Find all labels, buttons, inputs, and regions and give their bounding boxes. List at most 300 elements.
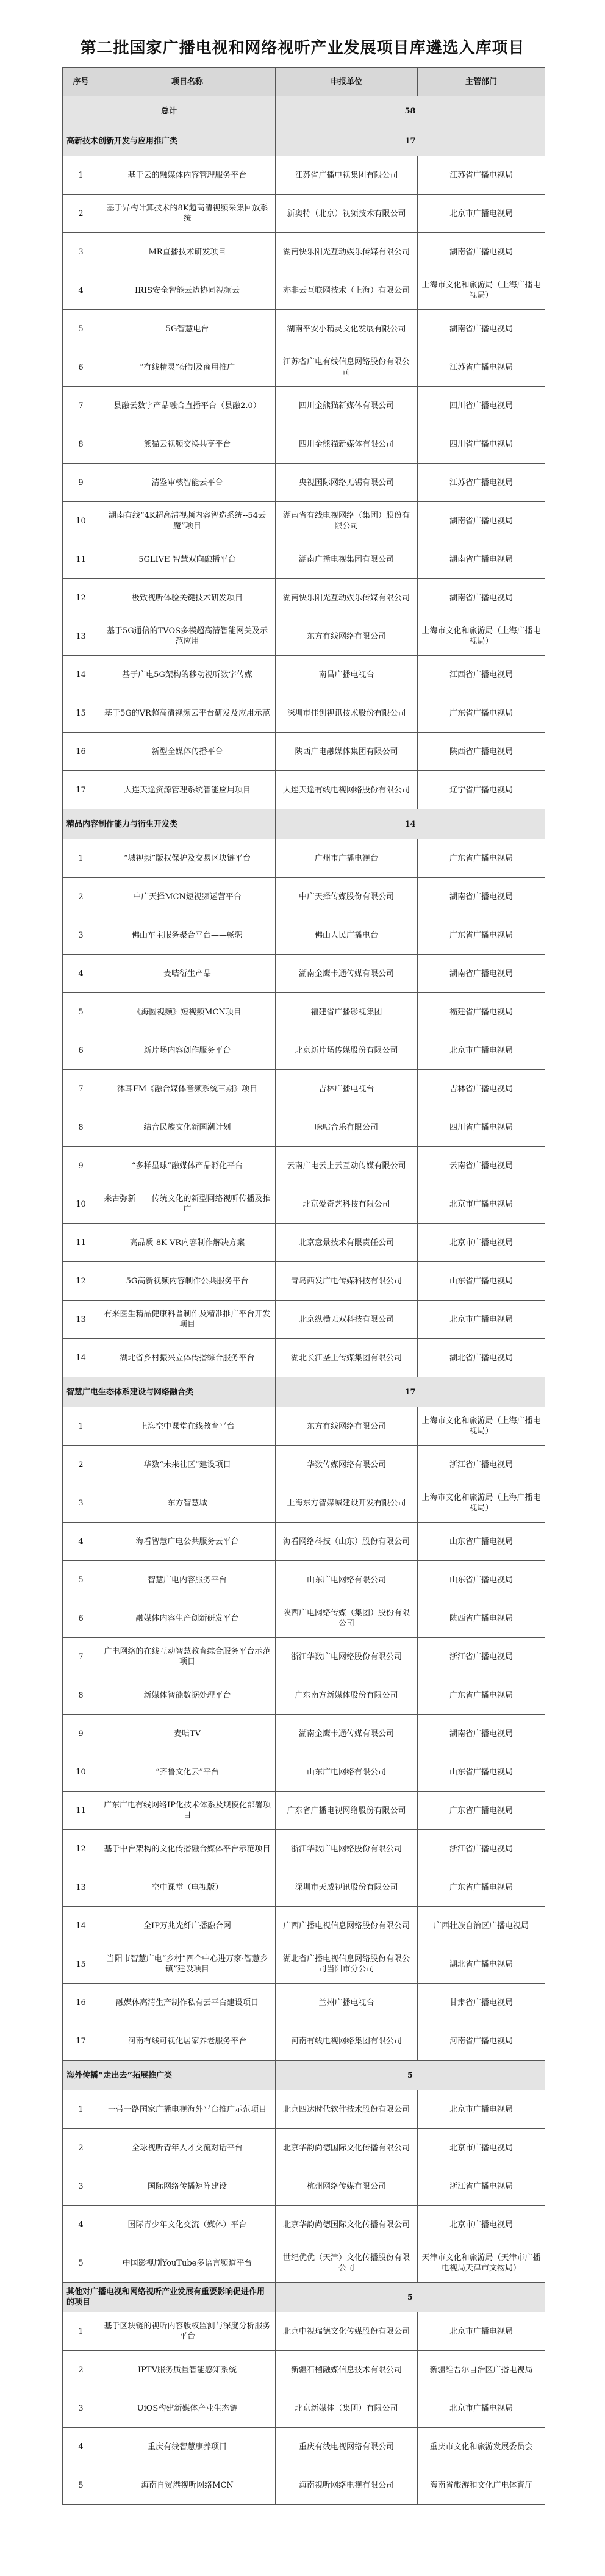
cell-seq: 1 bbox=[63, 156, 99, 195]
cell-applicant: 湖南平安小精灵文化发展有限公司 bbox=[276, 310, 418, 348]
category-row bbox=[63, 1377, 545, 1407]
total-label: 总计 bbox=[63, 96, 276, 126]
cell-applicant: 北京中视瑞德文化传媒股份有限公司 bbox=[276, 2312, 418, 2351]
cell-department: 湖南省广播电视局 bbox=[418, 955, 545, 993]
cell-seq: 3 bbox=[63, 916, 99, 955]
cell-applicant: 兰州广播电视台 bbox=[276, 1984, 418, 2022]
cell-department: 广西壮族自治区广播电视局 bbox=[418, 1907, 545, 1945]
cell-project-name: 沐耳FM《融合媒体音频系统三期》项目 bbox=[99, 1070, 276, 1108]
cell-seq: 1 bbox=[63, 1407, 99, 1446]
cell-seq: 12 bbox=[63, 1830, 99, 1868]
cell-project-name: 5GLIVE 智慧双向融播平台 bbox=[99, 540, 276, 579]
cell-department: 北京市广播电视局 bbox=[418, 2312, 545, 2351]
cell-seq: 5 bbox=[63, 1561, 99, 1599]
cell-project-name: 高品质 8K VR内容制作解决方案 bbox=[99, 1224, 276, 1262]
cell-seq: 12 bbox=[63, 579, 99, 617]
table-row bbox=[63, 464, 545, 502]
table-row bbox=[63, 1108, 545, 1147]
cell-applicant: 东方有线网络有限公司 bbox=[276, 617, 418, 656]
cell-department: 山东省广播电视局 bbox=[418, 1753, 545, 1792]
cell-seq: 13 bbox=[63, 1868, 99, 1907]
cell-applicant: 浙江华数广电网络股份有限公司 bbox=[276, 1830, 418, 1868]
table-row bbox=[63, 2312, 545, 2351]
cell-applicant: 江苏省广播电视集团有限公司 bbox=[276, 156, 418, 195]
table-row bbox=[63, 1830, 545, 1868]
cell-seq: 13 bbox=[63, 617, 99, 656]
table-row bbox=[63, 1446, 545, 1484]
cell-department: 广东省广播电视局 bbox=[418, 694, 545, 733]
cell-applicant: 北京新片场传媒股份有限公司 bbox=[276, 1031, 418, 1070]
category-count: 17 bbox=[276, 1377, 545, 1407]
cell-department: 辽宁省广播电视局 bbox=[418, 771, 545, 809]
cell-project-name: 广电网络的在线互动智慧教育综合服务平台示范项目 bbox=[99, 1638, 276, 1676]
table-row bbox=[63, 1676, 545, 1715]
table-row bbox=[63, 2022, 545, 2061]
table-row bbox=[63, 1599, 545, 1638]
cell-project-name: 中国影视剧YouTube多语言频道平台 bbox=[99, 2244, 276, 2283]
cell-applicant: 北京华韵尚德国际文化传播有限公司 bbox=[276, 2129, 418, 2167]
cell-seq: 2 bbox=[63, 2351, 99, 2389]
cell-seq: 4 bbox=[63, 271, 99, 310]
category-count: 14 bbox=[276, 809, 545, 839]
cell-department: 北京市广播电视局 bbox=[418, 2389, 545, 2428]
cell-applicant: 佛山人民广播电台 bbox=[276, 916, 418, 955]
cell-department: 湖北省广播电视局 bbox=[418, 1945, 545, 1984]
cell-project-name: 基于5G的VR超高清视频云平台研发及应用示范 bbox=[99, 694, 276, 733]
cell-seq: 10 bbox=[63, 1753, 99, 1792]
table-row bbox=[63, 579, 545, 617]
cell-applicant: 山东广电网络有限公司 bbox=[276, 1753, 418, 1792]
category-name: 智慧广电生态体系建设与网络融合类 bbox=[63, 1377, 276, 1407]
cell-project-name: 县融云数字产品融合直播平台（县融2.0） bbox=[99, 387, 276, 425]
cell-seq: 12 bbox=[63, 1262, 99, 1301]
cell-applicant: 江苏省广电有线信息网络股份有限公司 bbox=[276, 348, 418, 387]
cell-department: 湖南省广播电视局 bbox=[418, 233, 545, 271]
cell-applicant: 湖南广播电视集团有限公司 bbox=[276, 540, 418, 579]
table-row bbox=[63, 1262, 545, 1301]
cell-project-name: 融媒体高清生产制作私有云平台建设项目 bbox=[99, 1984, 276, 2022]
cell-project-name: IRIS安全智能云边协同视频云 bbox=[99, 271, 276, 310]
cell-seq: 5 bbox=[63, 310, 99, 348]
cell-seq: 5 bbox=[63, 2466, 99, 2505]
cell-project-name: 基于云的融媒体内容管理服务平台 bbox=[99, 156, 276, 195]
cell-applicant: 深圳市天威视讯股份有限公司 bbox=[276, 1868, 418, 1907]
cell-seq: 11 bbox=[63, 1792, 99, 1830]
table-row bbox=[63, 2244, 545, 2283]
cell-project-name: 清鉴审核智能云平台 bbox=[99, 464, 276, 502]
table-row bbox=[63, 540, 545, 579]
category-name: 海外传播“走出去”拓展推广类 bbox=[63, 2061, 276, 2090]
category-count: 17 bbox=[276, 126, 545, 156]
cell-seq: 6 bbox=[63, 1599, 99, 1638]
cell-applicant: 四川金熊猫新媒体有限公司 bbox=[276, 425, 418, 464]
table-header-row bbox=[63, 68, 545, 96]
cell-seq: 6 bbox=[63, 1031, 99, 1070]
cell-applicant: 湖南快乐阳光互动娱乐传媒有限公司 bbox=[276, 233, 418, 271]
cell-department: 山东省广播电视局 bbox=[418, 1523, 545, 1561]
table-row bbox=[63, 1792, 545, 1830]
category-count: 5 bbox=[276, 2283, 545, 2312]
table-row bbox=[63, 1945, 545, 1984]
cell-seq: 16 bbox=[63, 733, 99, 771]
header-unit: 申报单位 bbox=[276, 68, 418, 96]
cell-department: 上海市文化和旅游局（上海广播电视局） bbox=[418, 1484, 545, 1523]
cell-applicant: 湖北省广播电视信息网络股份有限公司当阳市分公司 bbox=[276, 1945, 418, 1984]
cell-project-name: 河南有线可视化居家养老服务平台 bbox=[99, 2022, 276, 2061]
cell-department: 福建省广播电视局 bbox=[418, 993, 545, 1031]
table-row bbox=[63, 1031, 545, 1070]
cell-project-name: 新媒体智能数据处理平台 bbox=[99, 1676, 276, 1715]
cell-project-name: 上海空中课堂在线教育平台 bbox=[99, 1407, 276, 1446]
table-row bbox=[63, 2090, 545, 2129]
cell-seq: 5 bbox=[63, 2244, 99, 2283]
table-row bbox=[63, 233, 545, 271]
cell-seq: 4 bbox=[63, 2428, 99, 2466]
cell-seq: 3 bbox=[63, 2389, 99, 2428]
page-title: 第二批国家广播电视和网络视听产业发展项目库遴选入库项目 bbox=[80, 39, 525, 57]
cell-department: 湖南省广播电视局 bbox=[418, 502, 545, 540]
header-dept: 主管部门 bbox=[418, 68, 545, 96]
cell-applicant: 咪咕音乐有限公司 bbox=[276, 1108, 418, 1147]
cell-department: 浙江省广播电视局 bbox=[418, 2167, 545, 2206]
cell-project-name: 中广天择MCN短视频运营平台 bbox=[99, 878, 276, 916]
cell-applicant: 北京四达时代软件技术股份有限公司 bbox=[276, 2090, 418, 2129]
table-row bbox=[63, 1185, 545, 1224]
cell-applicant: 重庆有线电视网络有限公司 bbox=[276, 2428, 418, 2466]
cell-department: 广东省广播电视局 bbox=[418, 839, 545, 878]
cell-department: 浙江省广播电视局 bbox=[418, 1830, 545, 1868]
table-row bbox=[63, 1339, 545, 1377]
total-row bbox=[63, 96, 545, 126]
cell-department: 浙江省广播电视局 bbox=[418, 1638, 545, 1676]
cell-project-name: IPTV服务质量智能感知系统 bbox=[99, 2351, 276, 2389]
cell-applicant: 上海东方智媒城建设开发有限公司 bbox=[276, 1484, 418, 1523]
cell-department: 四川省广播电视局 bbox=[418, 425, 545, 464]
table-row bbox=[63, 955, 545, 993]
cell-project-name: 融媒体内容生产创新研发平台 bbox=[99, 1599, 276, 1638]
cell-applicant: 山东广电网络有限公司 bbox=[276, 1561, 418, 1599]
cell-department: 天津市文化和旅游局（天津市广播电视局天津市文物局） bbox=[418, 2244, 545, 2283]
cell-applicant: 广东省广播电视网络股份有限公司 bbox=[276, 1792, 418, 1830]
table-row bbox=[63, 1907, 545, 1945]
cell-project-name: 5G智慧电台 bbox=[99, 310, 276, 348]
cell-project-name: 国际青少年文化交流（媒体）平台 bbox=[99, 2206, 276, 2244]
cell-project-name: 新型全媒体传播平台 bbox=[99, 733, 276, 771]
cell-applicant: 四川金熊猫新媒体有限公司 bbox=[276, 387, 418, 425]
cell-department: 北京市广播电视局 bbox=[418, 1031, 545, 1070]
cell-project-name: 智慧广电内容服务平台 bbox=[99, 1561, 276, 1599]
table-row bbox=[63, 656, 545, 694]
cell-seq: 10 bbox=[63, 502, 99, 540]
cell-project-name: 湖南有线“4K超高清视频内容智造系统--54云魔”项目 bbox=[99, 502, 276, 540]
cell-seq: 1 bbox=[63, 2090, 99, 2129]
cell-department: 湖北省广播电视局 bbox=[418, 1339, 545, 1377]
category-name: 其他对广播电视和网络视听产业发展有重要影响促进作用的项目 bbox=[63, 2283, 276, 2312]
cell-project-name: 来古弥新——传统文化的新型网络视听传播及推广 bbox=[99, 1185, 276, 1224]
cell-seq: 9 bbox=[63, 464, 99, 502]
cell-department: 广东省广播电视局 bbox=[418, 916, 545, 955]
cell-seq: 17 bbox=[63, 771, 99, 809]
cell-seq: 7 bbox=[63, 387, 99, 425]
project-table bbox=[62, 67, 545, 2505]
cell-seq: 3 bbox=[63, 1484, 99, 1523]
cell-applicant: 陕西广电网络传媒（集团）股份有限公司 bbox=[276, 1599, 418, 1638]
cell-department: 北京市广播电视局 bbox=[418, 195, 545, 233]
table-row bbox=[63, 387, 545, 425]
cell-applicant: 吉林广播电视台 bbox=[276, 1070, 418, 1108]
cell-project-name: 广东广电有线网络IP化技术体系及规模化部署项目 bbox=[99, 1792, 276, 1830]
table-row bbox=[63, 878, 545, 916]
cell-seq: 4 bbox=[63, 2206, 99, 2244]
cell-seq: 10 bbox=[63, 1185, 99, 1224]
cell-applicant: 世纪优优（天津）文化传播股份有限公司 bbox=[276, 2244, 418, 2283]
table-row bbox=[63, 425, 545, 464]
cell-applicant: 湖南金鹰卡通传媒有限公司 bbox=[276, 1715, 418, 1753]
cell-applicant: 北京新媒体（集团）有限公司 bbox=[276, 2389, 418, 2428]
cell-seq: 9 bbox=[63, 1715, 99, 1753]
category-row bbox=[63, 2061, 545, 2090]
cell-project-name: 熊猫云视频交换共享平台 bbox=[99, 425, 276, 464]
cell-applicant: 福建省广播影视集团 bbox=[276, 993, 418, 1031]
table-row bbox=[63, 1868, 545, 1907]
cell-project-name: 全球视听青年人才交流对话平台 bbox=[99, 2129, 276, 2167]
cell-applicant: 广东南方新媒体股份有限公司 bbox=[276, 1676, 418, 1715]
cell-project-name: 有来医生精品健康科普制作及精准推广平台开发项目 bbox=[99, 1301, 276, 1339]
category-count: 5 bbox=[276, 2061, 545, 2090]
cell-seq: 5 bbox=[63, 993, 99, 1031]
cell-department: 江西省广播电视局 bbox=[418, 656, 545, 694]
cell-project-name: 大连天途资源管理系统智能应用项目 bbox=[99, 771, 276, 809]
cell-applicant: 南昌广播电视台 bbox=[276, 656, 418, 694]
cell-applicant: 央视国际网络无锡有限公司 bbox=[276, 464, 418, 502]
cell-applicant: 浙江华数广电网络股份有限公司 bbox=[276, 1638, 418, 1676]
cell-applicant: 杭州网络传媒有限公司 bbox=[276, 2167, 418, 2206]
cell-project-name: 结音民族文化新国潮计划 bbox=[99, 1108, 276, 1147]
cell-department: 江苏省广播电视局 bbox=[418, 348, 545, 387]
cell-seq: 17 bbox=[63, 2022, 99, 2061]
cell-seq: 1 bbox=[63, 839, 99, 878]
cell-department: 四川省广播电视局 bbox=[418, 387, 545, 425]
cell-department: 北京市广播电视局 bbox=[418, 1224, 545, 1262]
cell-project-name: 海看智慧广电公共服务云平台 bbox=[99, 1523, 276, 1561]
cell-applicant: 北京纵横无双科技有限公司 bbox=[276, 1301, 418, 1339]
cell-project-name: 重庆有线智慧康养项目 bbox=[99, 2428, 276, 2466]
cell-applicant: 华数传媒网络有限公司 bbox=[276, 1446, 418, 1484]
cell-seq: 2 bbox=[63, 878, 99, 916]
cell-department: 北京市广播电视局 bbox=[418, 1301, 545, 1339]
table-row bbox=[63, 1638, 545, 1676]
cell-project-name: MR直播技术研发项目 bbox=[99, 233, 276, 271]
cell-department: 重庆市文化和旅游发展委员会 bbox=[418, 2428, 545, 2466]
cell-project-name: 极致视听体验关键技术研发项目 bbox=[99, 579, 276, 617]
cell-project-name: 华数“未来社区”建设项目 bbox=[99, 1446, 276, 1484]
table-row bbox=[63, 1984, 545, 2022]
cell-department: 山东省广播电视局 bbox=[418, 1561, 545, 1599]
cell-seq: 16 bbox=[63, 1984, 99, 2022]
cell-seq: 3 bbox=[63, 233, 99, 271]
table-row bbox=[63, 2351, 545, 2389]
cell-project-name: 国际网络传播矩阵建设 bbox=[99, 2167, 276, 2206]
table-row bbox=[63, 156, 545, 195]
cell-applicant: 海看网络科技（山东）股份有限公司 bbox=[276, 1523, 418, 1561]
cell-project-name: 湖北省乡村振兴立体传播综合服务平台 bbox=[99, 1339, 276, 1377]
cell-project-name: 基于广电5G架构的移动视听数字传媒 bbox=[99, 656, 276, 694]
cell-department: 广东省广播电视局 bbox=[418, 1868, 545, 1907]
cell-project-name: 基于异构计算技术的8K超高清视频采集回放系统 bbox=[99, 195, 276, 233]
cell-applicant: 河南有线电视网络集团有限公司 bbox=[276, 2022, 418, 2061]
table-row bbox=[63, 195, 545, 233]
table-row bbox=[63, 2466, 545, 2505]
cell-seq: 11 bbox=[63, 1224, 99, 1262]
cell-seq: 9 bbox=[63, 1147, 99, 1185]
cell-project-name: 麦咭衍生产品 bbox=[99, 955, 276, 993]
cell-department: 广东省广播电视局 bbox=[418, 1792, 545, 1830]
cell-department: 北京市广播电视局 bbox=[418, 1185, 545, 1224]
cell-project-name: 新片场内容创作服务平台 bbox=[99, 1031, 276, 1070]
cell-seq: 7 bbox=[63, 1070, 99, 1108]
cell-applicant: 大连天途有线电视网络股份有限公司 bbox=[276, 771, 418, 809]
cell-applicant: 北京华韵尚德国际文化传播有限公司 bbox=[276, 2206, 418, 2244]
cell-applicant: 北京意景技术有限责任公司 bbox=[276, 1224, 418, 1262]
table-row bbox=[63, 617, 545, 656]
cell-applicant: 青岛西发广电传媒科技有限公司 bbox=[276, 1262, 418, 1301]
category-row bbox=[63, 809, 545, 839]
cell-department: 湖南省广播电视局 bbox=[418, 540, 545, 579]
cell-applicant: 湖南快乐阳光互动娱乐传媒有限公司 bbox=[276, 579, 418, 617]
cell-department: 湖南省广播电视局 bbox=[418, 1715, 545, 1753]
cell-department: 云南省广播电视局 bbox=[418, 1147, 545, 1185]
cell-department: 吉林省广播电视局 bbox=[418, 1070, 545, 1108]
table-row bbox=[63, 694, 545, 733]
table-row bbox=[63, 1407, 545, 1446]
cell-applicant: 东方有线网络有限公司 bbox=[276, 1407, 418, 1446]
total-count: 58 bbox=[276, 96, 545, 126]
cell-project-name: 一带一路国家广播电视海外平台推广示范项目 bbox=[99, 2090, 276, 2129]
cell-project-name: 《海圆视频》短视频MCN项目 bbox=[99, 993, 276, 1031]
cell-department: 北京市广播电视局 bbox=[418, 2090, 545, 2129]
cell-department: 江苏省广播电视局 bbox=[418, 156, 545, 195]
cell-project-name: 海南自贸港视听网络MCN bbox=[99, 2466, 276, 2505]
cell-seq: 3 bbox=[63, 2167, 99, 2206]
cell-seq: 4 bbox=[63, 955, 99, 993]
cell-project-name: “多样星球”融媒体产品孵化平台 bbox=[99, 1147, 276, 1185]
cell-seq: 2 bbox=[63, 195, 99, 233]
cell-department: 上海市文化和旅游局（上海广播电视局） bbox=[418, 617, 545, 656]
cell-applicant: 中广天择传媒股份有限公司 bbox=[276, 878, 418, 916]
cell-seq: 8 bbox=[63, 425, 99, 464]
cell-project-name: “城视频”版权保护及交易区块链平台 bbox=[99, 839, 276, 878]
table-row bbox=[63, 1523, 545, 1561]
cell-department: 河南省广播电视局 bbox=[418, 2022, 545, 2061]
cell-department: 上海市文化和旅游局（上海广播电视局） bbox=[418, 271, 545, 310]
table-row bbox=[63, 1561, 545, 1599]
cell-seq: 8 bbox=[63, 1108, 99, 1147]
table-row bbox=[63, 1224, 545, 1262]
table-row bbox=[63, 310, 545, 348]
cell-project-name: 全IP万兆光纤广播融合网 bbox=[99, 1907, 276, 1945]
cell-applicant: 新疆石榴融媒信息技术有限公司 bbox=[276, 2351, 418, 2389]
category-name: 精品内容制作能力与衍生开发类 bbox=[63, 809, 276, 839]
cell-project-name: 5G高新视频内容制作公共服务平台 bbox=[99, 1262, 276, 1301]
cell-department: 湖南省广播电视局 bbox=[418, 310, 545, 348]
cell-seq: 1 bbox=[63, 2312, 99, 2351]
cell-applicant: 湖南省有线电视网络（集团）股份有限公司 bbox=[276, 502, 418, 540]
cell-department: 陕西省广播电视局 bbox=[418, 1599, 545, 1638]
cell-applicant: 陕西广电融媒体集团有限公司 bbox=[276, 733, 418, 771]
cell-seq: 14 bbox=[63, 656, 99, 694]
cell-seq: 6 bbox=[63, 348, 99, 387]
cell-project-name: “齐鲁文化云”平台 bbox=[99, 1753, 276, 1792]
table-row bbox=[63, 348, 545, 387]
cell-project-name: 基于5G通信的TVOS多模超高清智能网关及示范应用 bbox=[99, 617, 276, 656]
table-row bbox=[63, 916, 545, 955]
cell-seq: 11 bbox=[63, 540, 99, 579]
cell-applicant: 亦非云互联网技术（上海）有限公司 bbox=[276, 271, 418, 310]
cell-applicant: 深圳市佳创视讯技术股份有限公司 bbox=[276, 694, 418, 733]
cell-department: 湖南省广播电视局 bbox=[418, 878, 545, 916]
cell-department: 山东省广播电视局 bbox=[418, 1262, 545, 1301]
table-row bbox=[63, 1715, 545, 1753]
cell-project-name: 基于中台架构的文化传播融合媒体平台示范项目 bbox=[99, 1830, 276, 1868]
header-name: 项目名称 bbox=[99, 68, 276, 96]
header-seq: 序号 bbox=[63, 68, 99, 96]
cell-seq: 2 bbox=[63, 2129, 99, 2167]
table-row bbox=[63, 2167, 545, 2206]
cell-project-name: 空中课堂（电视版） bbox=[99, 1868, 276, 1907]
table-body bbox=[63, 96, 545, 2505]
cell-applicant: 广西广播电视信息网络股份有限公司 bbox=[276, 1907, 418, 1945]
cell-seq: 14 bbox=[63, 1339, 99, 1377]
cell-applicant: 湖北长江垄上传媒集团有限公司 bbox=[276, 1339, 418, 1377]
table-row bbox=[63, 2129, 545, 2167]
cell-seq: 13 bbox=[63, 1301, 99, 1339]
cell-department: 新疆维吾尔自治区广播电视局 bbox=[418, 2351, 545, 2389]
table-row bbox=[63, 1301, 545, 1339]
cell-seq: 15 bbox=[63, 1945, 99, 1984]
cell-seq: 2 bbox=[63, 1446, 99, 1484]
table-row bbox=[63, 271, 545, 310]
cell-applicant: 湖南金鹰卡通传媒有限公司 bbox=[276, 955, 418, 993]
cell-project-name: 当阳市智慧广电“乡村”四个中心进万家·智慧乡镇”建设项目 bbox=[99, 1945, 276, 1984]
cell-project-name: 基于区块链的视听内容版权监测与深度分析服务平台 bbox=[99, 2312, 276, 2351]
category-row bbox=[63, 2283, 545, 2312]
cell-seq: 4 bbox=[63, 1523, 99, 1561]
cell-applicant: 海南视听网络电视有限公司 bbox=[276, 2466, 418, 2505]
cell-department: 湖南省广播电视局 bbox=[418, 579, 545, 617]
cell-project-name: 麦咭TV bbox=[99, 1715, 276, 1753]
category-name: 高新技术创新开发与应用推广类 bbox=[63, 126, 276, 156]
cell-applicant: 广州市广播电视台 bbox=[276, 839, 418, 878]
cell-department: 江苏省广播电视局 bbox=[418, 464, 545, 502]
cell-department: 陕西省广播电视局 bbox=[418, 733, 545, 771]
table-row bbox=[63, 2428, 545, 2466]
table-row bbox=[63, 1753, 545, 1792]
cell-department: 甘肃省广播电视局 bbox=[418, 1984, 545, 2022]
cell-department: 广东省广播电视局 bbox=[418, 1676, 545, 1715]
table-row bbox=[63, 2206, 545, 2244]
table-row bbox=[63, 733, 545, 771]
table-row bbox=[63, 502, 545, 540]
cell-applicant: 云南广电云上云互动传媒有限公司 bbox=[276, 1147, 418, 1185]
cell-project-name: UiOS构建新媒体产业生态链 bbox=[99, 2389, 276, 2428]
cell-seq: 14 bbox=[63, 1907, 99, 1945]
cell-department: 四川省广播电视局 bbox=[418, 1108, 545, 1147]
table-row bbox=[63, 839, 545, 878]
cell-department: 上海市文化和旅游局（上海广播电视局） bbox=[418, 1407, 545, 1446]
table-row bbox=[63, 771, 545, 809]
cell-project-name: 东方智慧城 bbox=[99, 1484, 276, 1523]
category-row bbox=[63, 126, 545, 156]
